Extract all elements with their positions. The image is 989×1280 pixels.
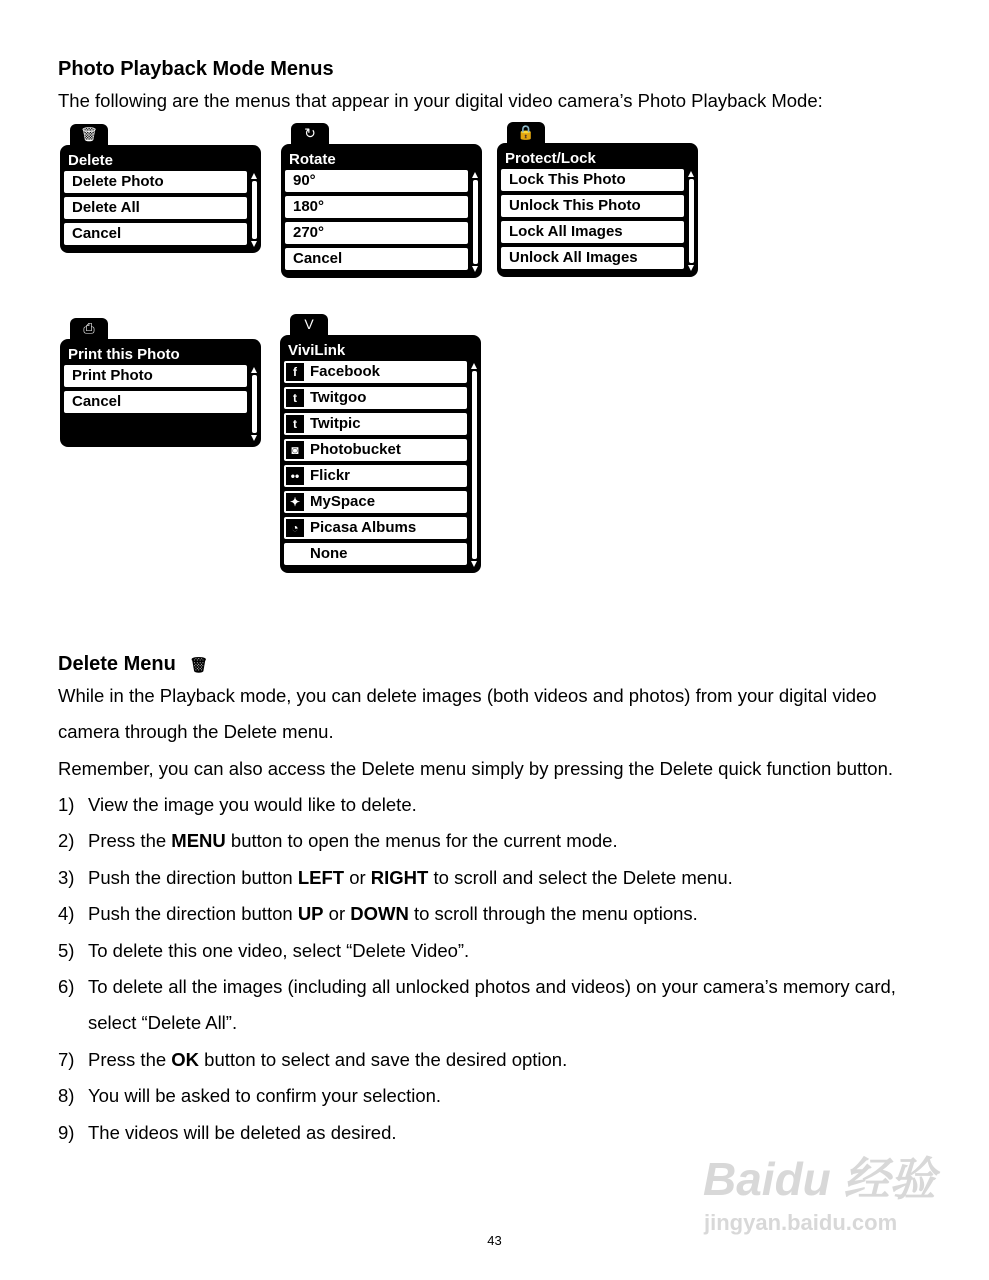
step-text: Press the [88,1048,172,1070]
scrollbar[interactable] [472,172,479,272]
picasa-icon: ◔ [286,519,304,537]
step-number: 8) [58,1085,75,1107]
step-text: to scroll through the menu options. [408,903,698,925]
menu-panel [60,145,261,253]
menu-item[interactable] [284,517,467,539]
bold-term: UP [297,903,324,925]
facebook-icon: f [286,363,304,381]
step-number: 3) [58,866,75,888]
menu-item-label: Twitgoo [310,389,367,406]
step-text: To delete all the images (including all unlocked photos and videos) on your camera’s memory card, [88,976,896,997]
menu-panel [281,144,482,278]
menu-title: Rotate [289,151,336,168]
menu-item[interactable] [501,247,684,269]
step-text: or [323,903,351,925]
menu-panel [497,143,698,277]
myspace-icon: ✦ [286,493,304,511]
section-heading: Photo Playback Mode Menus [58,58,334,80]
menu-item[interactable] [285,222,468,244]
menu-item[interactable] [285,196,468,218]
menu-item-label: None [310,545,348,562]
menu-item[interactable] [284,439,467,461]
menu-item-label: Twitpic [310,415,361,432]
menu-item[interactable] [501,169,684,191]
menu-item-label: Cancel [72,393,122,410]
step-text: You will be asked to confirm your selection. [88,1085,442,1107]
menu-item-label: Lock This Photo [509,171,626,188]
scroll-up-arrow-icon [251,367,257,373]
step-text: Push the direction button [88,866,298,888]
menu-item-label: Photobucket [310,441,401,458]
menu-item[interactable] [501,221,684,243]
menu-title: Protect/Lock [505,150,596,167]
menu-item[interactable] [64,223,247,245]
step-number: 6) [58,976,75,997]
menu-item[interactable] [284,465,467,487]
step-text: The videos will be deleted as desired. [88,1121,397,1143]
printer-icon: ⎙ [70,318,108,339]
menu-item[interactable] [64,391,247,413]
photobucket-icon: ◙ [286,441,304,459]
scroll-track [252,375,257,433]
step-number: 9) [58,1121,75,1143]
delete-menu-heading: Delete Menu 🗑 [58,653,209,675]
menu-item-label: Unlock All Images [509,249,638,266]
step-text: To delete this one video, select “Delete Video”. [88,939,470,961]
paragraph: camera through the Delete menu. [58,721,334,742]
scroll-up-arrow-icon [251,173,257,179]
scroll-track [472,371,477,559]
list-item [58,1049,567,1071]
menu-item[interactable] [284,387,467,409]
vivilink-icon: V [290,314,328,335]
step-text: or [344,866,371,888]
scroll-up-arrow-icon [688,171,694,177]
menu-item[interactable] [285,248,468,270]
menu-title: Delete [68,152,114,169]
step-number: 1) [58,794,75,815]
scrollbar[interactable] [471,363,478,567]
page-number: 43 [487,1233,502,1248]
list-item [58,1085,441,1107]
scrollbar[interactable] [251,367,258,441]
scrollbar[interactable] [688,171,695,271]
menu-item[interactable] [501,195,684,217]
list-item [58,1122,397,1144]
menu-item-label: Delete All [72,199,140,216]
trash-icon: 🗑 [70,124,108,145]
scroll-track [473,180,478,264]
menu-item[interactable] [284,491,467,513]
menu-item[interactable] [284,361,467,383]
menu-item-label: 270° [293,224,325,241]
baidu-watermark-url: jingyan.baidu.com [704,1210,898,1235]
step-number: 5) [58,939,75,961]
bold-term: MENU [171,830,226,852]
list-item [58,867,733,889]
rotate-icon: ↻ [291,123,329,144]
twitpic-icon: t [286,415,304,433]
flickr-icon: •• [286,467,304,485]
list-item [58,940,469,962]
list-item [58,830,618,852]
paragraph: Remember, you can also access the Delete menu simply by pressing the Delete quick function button. [58,758,893,779]
menu-item-label: Cancel [72,225,122,242]
menu-item[interactable] [285,170,468,192]
baidu-watermark-logo: Baidu 经验 [703,1153,936,1205]
menu-item-label: 180° [293,198,325,215]
scroll-up-arrow-icon [472,172,478,178]
menu-item[interactable] [284,543,467,565]
scroll-down-arrow-icon [251,435,257,441]
paragraph: While in the Playback mode, you can delete images (both videos and photos) from your digital video [58,685,877,706]
step-number: 2) [58,830,75,852]
lock-icon: 🔒 [507,122,545,143]
menu-item-label: Unlock This Photo [509,197,641,214]
step-text: View the image you would like to delete. [88,794,417,815]
scroll-down-arrow-icon [472,266,478,272]
scroll-track [252,181,257,239]
twitgoo-icon: t [286,389,304,407]
scrollbar[interactable] [251,173,258,247]
list-item [58,976,896,998]
menu-panel [60,339,261,447]
menu-item-label: MySpace [310,493,376,510]
list-item [58,903,698,925]
menu-item-label: Flickr [310,467,351,484]
bold-term: RIGHT [370,866,429,888]
step-text: select “Delete All”. [88,1012,238,1034]
menu-item-label: Lock All Images [509,223,623,240]
bold-term: DOWN [350,903,409,925]
menu-item-label: 90° [293,172,316,189]
step-text: button to open the menus for the current mode. [225,830,618,852]
scroll-down-arrow-icon [471,561,477,567]
list-item [58,1012,237,1034]
bold-term: LEFT [297,866,345,888]
step-number: 4) [58,903,75,925]
step-text: button to select and save the desired option. [199,1048,568,1070]
menu-panel [280,335,481,573]
scroll-down-arrow-icon [688,265,694,271]
scroll-down-arrow-icon [251,241,257,247]
intro-text: The following are the menus that appear in your digital video camera’s Photo Playback Mode: [58,90,823,111]
bold-term: OK [171,1048,200,1070]
menu-item-label: Print Photo [72,367,153,384]
menu-item[interactable] [284,413,467,435]
step-text: to scroll and select the Delete menu. [428,866,733,888]
list-item [58,794,417,816]
scroll-track [689,179,694,263]
step-text: Press the [88,830,172,852]
menu-item-label: Cancel [293,250,343,267]
menu-item[interactable] [64,197,247,219]
menu-item[interactable] [64,365,247,387]
menu-title: Print this Photo [68,346,180,363]
trash-icon: 🗑 [189,657,209,674]
scroll-up-arrow-icon [471,363,477,369]
menu-item-label: Facebook [310,363,381,380]
menu-item-label: Delete Photo [72,173,164,190]
menu-item-label: Picasa Albums [310,519,417,536]
step-text: Push the direction button [88,903,298,925]
menu-title: ViviLink [288,342,346,359]
menu-item[interactable] [64,171,247,193]
step-number: 7) [58,1048,75,1070]
